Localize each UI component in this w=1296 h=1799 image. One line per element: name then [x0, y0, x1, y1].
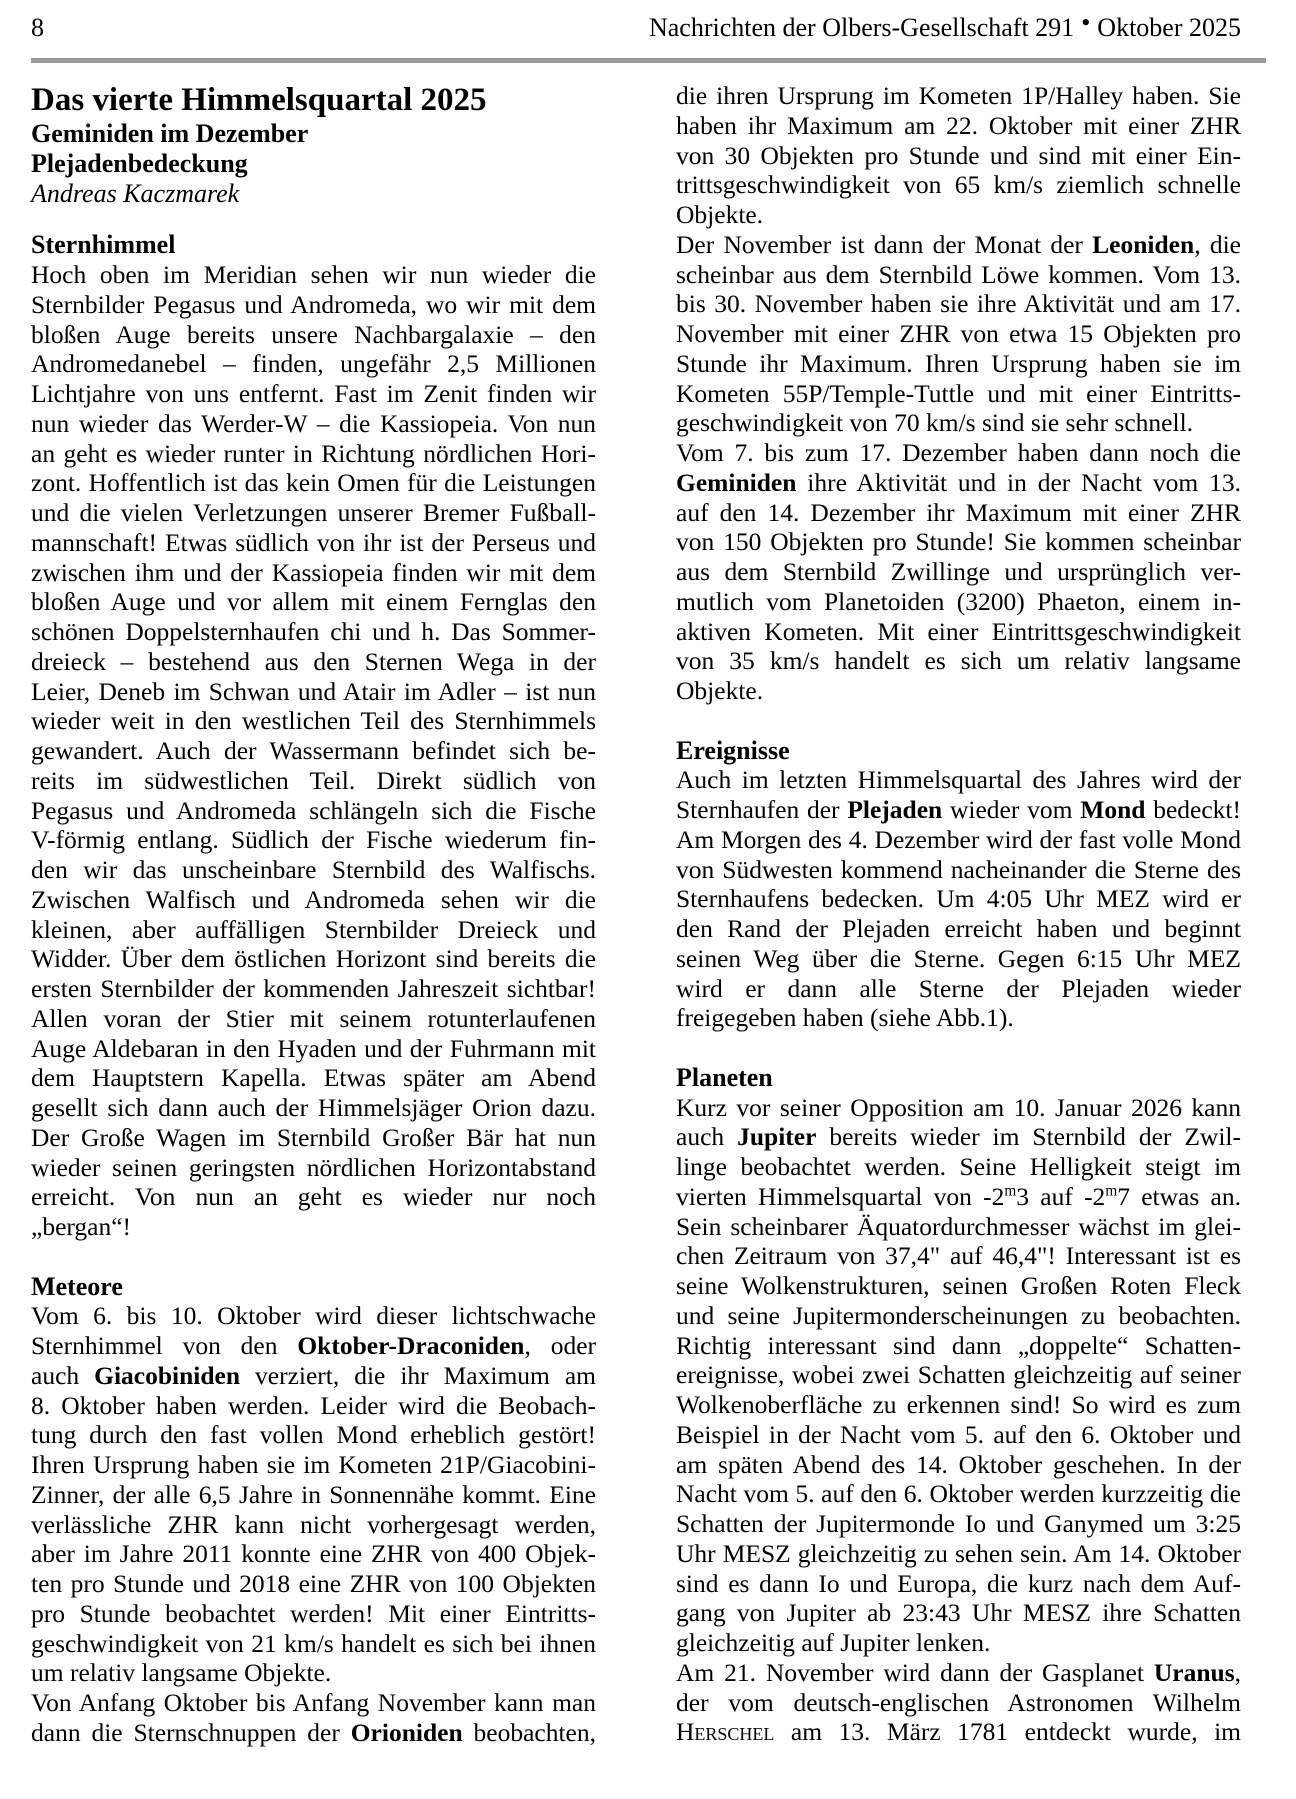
text-line: Sternbilder Pegasus und Andromeda, wo wir mit dem [31, 289, 596, 319]
text-line: pro Stunde beobachtet werden! Mit einer Eintritts- [31, 1598, 596, 1628]
paragraph [31, 1688, 596, 1748]
text-line: geschwindigkeit von 70 km/s sind sie sehr schnell. [676, 408, 1194, 438]
text-line: am späten Abend des 14. Oktober geschehen. In der [676, 1449, 1241, 1479]
right-column [676, 81, 1241, 1748]
text-line: und die vielen Verletzungen unserer Bremer Fußball- [31, 498, 596, 527]
paragraph-spacer [676, 1033, 1241, 1063]
text-line: freigegeben haben (siehe Abb.1). [676, 1003, 1014, 1033]
text-line: und seine Jupitermonderscheinungen zu beobachten. [676, 1300, 1241, 1330]
text-line: ersten Sternbilder der kommenden Jahreszeit sichtbar! [31, 974, 596, 1003]
paragraph [31, 260, 596, 1242]
text-line: Sein scheinbarer Äquatordurchmesser wächst im glei- [676, 1211, 1241, 1241]
text-line: V-förmig entlang. Südlich der Fische wiederum fin- [31, 825, 596, 855]
text-line: Schatten der Jupitermonde Io und Ganymed um 3:25 [676, 1509, 1241, 1538]
text-line: Andromedanebel – finden, ungefähr 2,5 Millionen [31, 349, 596, 379]
text-line: Kometen 55P/Temple-Tuttle und mit einer Eintritts- [676, 378, 1241, 408]
text-line: schönen Doppelsternhaufen chi und h. Das Sommer- [31, 617, 596, 646]
text-line: seinen Weg über die Sterne. Gegen 6:15 Uhr MEZ [676, 943, 1241, 973]
text-line: ten pro Stunde und 2018 eine ZHR von 100 Objekten [31, 1569, 596, 1598]
text-line: wieder weit in den westlichen Teil des Sternhimmels [31, 706, 596, 736]
paragraph-spacer [31, 1242, 596, 1272]
text-line: „bergan“! [31, 1212, 132, 1241]
text-line: Stunde ihr Maximum. Ihren Ursprung haben sie im [676, 348, 1241, 378]
text-line: Der November ist dann der Monat der Leoniden, die [676, 229, 1241, 259]
section-heading: Sternhimmel [31, 230, 176, 260]
article-subtitle: Plejadenbedeckung [31, 148, 248, 178]
text-line: Hoch oben im Meridian sehen wir nun wieder die [31, 260, 596, 289]
text-line: dreieck – bestehend aus den Sternen Wega in der [31, 646, 596, 676]
text-line: aktiven Kometen. Mit einer Eintrittsgeschwindigkeit [676, 616, 1241, 646]
paragraph-spacer [31, 208, 596, 230]
text-line: zont. Hoffentlich ist das kein Omen für die Leistungen [31, 468, 596, 498]
text-line: trittsgeschwindigkeit von 65 km/s ziemlich schnelle [676, 170, 1241, 200]
article-subtitle: Geminiden im Dezember [31, 119, 309, 148]
text-line: auch Jupiter bereits wieder im Sternbild der Zwil- [676, 1122, 1241, 1152]
paragraph [676, 1658, 1241, 1747]
text-line: geschwindigkeit von 21 km/s handelt es sich bei ihnen [31, 1628, 596, 1658]
text-line: Zwischen Walfisch und Andromeda sehen wir die [31, 884, 596, 914]
text-line: Wolkenoberfläche zu erkennen sind! So wird es zum [676, 1390, 1241, 1419]
text-line: gewandert. Auch der Wassermann befindet sich be- [31, 736, 596, 765]
text-line: Objekte. [676, 200, 764, 229]
text-line: Zinner, der alle 6,5 Jahre in Sonnennähe kommt. Eine [31, 1479, 596, 1509]
text-line: von 35 km/s handelt es sich um relativ langsame [676, 646, 1241, 676]
text-line: Uhr MESZ gleichzeitig zu sehen sein. Am 14. Oktober [676, 1538, 1241, 1568]
text-line: Sternhimmel von den Oktober-Draconiden, oder [31, 1331, 596, 1360]
text-line: von Südwesten kommend nacheinander die Sterne des [676, 854, 1241, 884]
text-line: aber im Jahre 2011 konnte eine ZHR von 400 Objek- [31, 1539, 596, 1569]
paragraph [31, 1301, 596, 1688]
text-line: verlässliche ZHR kann nicht vorhergesagt werden, [31, 1509, 596, 1539]
bullet-separator-icon: • [1081, 8, 1091, 37]
text-line: bis 30. November haben sie ihre Aktivität und am 17. [676, 289, 1241, 319]
text-line: vierten Himmelsquartal von -2$^m$3 auf -2$^m$7 etwas an. [676, 1181, 1241, 1211]
text-line: mutlich vom Planetoiden (3200) Phaeton, einem in- [676, 586, 1241, 616]
author-byline: Andreas Kaczmarek [31, 178, 240, 208]
text-line: linge beobachtet werden. Seine Helligkeit steigt im [676, 1152, 1241, 1181]
text-line: Nacht vom 5. auf den 6. Oktober werden kurzzeitig die [676, 1479, 1241, 1509]
text-line: bloßen Auge und vor allem mit einem Fernglas den [31, 587, 596, 617]
journal-title: Nachrichten der Olbers-Gesellschaft 291 [648, 13, 1075, 42]
article-body [31, 81, 1241, 1748]
text-line: haben ihr Maximum am 22. Oktober mit einer ZHR [676, 110, 1241, 140]
text-line: den wir das unscheinbare Sternbild des Walfischs. [31, 855, 596, 884]
text-line: Allen voran der Stier mit seinem rotunterlaufenen [31, 1003, 596, 1033]
text-line: Geminiden ihre Aktivität und in der Nacht vom 13. [676, 467, 1241, 497]
text-line: dann die Sternschnuppen der Orioniden beobachten, [31, 1717, 596, 1747]
header-rule [31, 58, 1266, 63]
text-line: wird er dann alle Sterne der Plejaden wieder [676, 973, 1241, 1003]
text-line: Sternhaufen der Plejaden wieder vom Mond bedeckt! [676, 795, 1241, 824]
paragraph [676, 1093, 1241, 1658]
text-line: gang von Jupiter ab 23:43 Uhr MESZ ihre Schatten [676, 1598, 1241, 1628]
text-line: von 30 Objekten pro Stunde und sind mit einer Ein- [676, 140, 1241, 170]
text-line: auf den 14. Dezember ihr Maximum mit einer ZHR [676, 497, 1241, 527]
text-line: ereignisse, wobei zwei Schatten gleichzeitig auf seiner [676, 1360, 1241, 1390]
text-line: dem Hauptstern Kapella. Etwas später am Abend [31, 1063, 596, 1093]
text-line: kleinen, aber auffälligen Sternbilder Dreieck und [31, 914, 596, 944]
paragraph [676, 81, 1241, 230]
issue-date: Oktober 2025 [1097, 13, 1241, 42]
page-number: 8 [31, 13, 44, 42]
text-line: Pegasus und Andromeda schlängeln sich die Fische [31, 795, 596, 825]
text-line: Objekte. [676, 676, 764, 705]
text-line: zwischen ihm und der Kassiopeia finden wir mit dem [31, 557, 596, 587]
article-title: Das vierte Himmelsquartal 2025 [31, 82, 487, 118]
paragraph [676, 765, 1241, 1033]
paragraph [676, 230, 1241, 438]
text-line: gesellt sich dann auch der Himmelsjäger Orion dazu. [31, 1093, 596, 1122]
text-line: Leier, Deneb im Schwan und Atair im Adler – ist nun [31, 676, 596, 706]
text-line: auch Giacobiniden verziert, die ihr Maximum am [31, 1360, 596, 1390]
text-line: erreicht. Von nun an geht es wieder nur noch [31, 1182, 596, 1212]
page-header [31, 8, 1241, 43]
text-line: Herschel am 13. März 1781 entdeckt wurde, im [676, 1717, 1241, 1747]
journal-reference [648, 8, 1241, 43]
section-heading: Meteore [31, 1271, 123, 1301]
text-line: Der Große Wagen im Sternbild Großer Bär hat nun [31, 1122, 596, 1152]
text-line: wieder seinen geringsten nördlichen Horizontabstand [31, 1152, 596, 1182]
text-line: sind es dann Io und Europa, die kurz nach dem Auf- [676, 1568, 1241, 1598]
text-line: Ihren Ursprung haben sie im Kometen 21P/Giacobini- [31, 1450, 596, 1479]
text-line: Von Anfang Oktober bis Anfang November kann man [31, 1688, 596, 1717]
text-line: Beispiel in der Nacht vom 5. auf den 6. Oktober und [676, 1419, 1241, 1449]
left-column [31, 81, 596, 1748]
text-line: der vom deutsch-englischen Astronomen Wilhelm [676, 1687, 1241, 1717]
text-line: Sternhaufens bedecken. Um 4:05 Uhr MEZ wird er [676, 884, 1241, 914]
text-line: nun wieder das Werder-W – die Kassiopeia. Von nun [31, 408, 596, 438]
section-heading: Ereignisse [676, 735, 790, 765]
text-line: November mit einer ZHR von etwa 15 Objekten pro [676, 319, 1241, 348]
text-line: seine Wolkenstrukturen, seinen Großen Roten Fleck [676, 1271, 1241, 1300]
text-line: Auge Aldebaran in den Hyaden und der Fuhrmann mit [31, 1033, 596, 1063]
text-line: Auch im letzten Himmelsquartal des Jahres wird der [676, 765, 1241, 795]
text-line: bloßen Auge bereits unsere Nachbargalaxie – den [31, 319, 596, 349]
text-line: scheinbar aus dem Sternbild Löwe kommen. Vom 13. [676, 259, 1241, 289]
text-line: tung durch den fast vollen Mond erheblich gestört! [31, 1420, 596, 1450]
text-line: Widder. Über dem östlichen Horizont sind bereits die [31, 944, 596, 974]
text-line: chen Zeitraum von 37,4" auf 46,4"! Interessant ist es [676, 1241, 1241, 1271]
text-line: den Rand der Plejaden erreicht haben und beginnt [676, 914, 1241, 943]
text-line: Am 21. November wird dann der Gasplanet Uranus, [676, 1657, 1241, 1687]
section-heading: Planeten [676, 1062, 773, 1092]
text-line: Am Morgen des 4. Dezember wird der fast volle Mond [676, 824, 1241, 854]
text-line: mannschaft! Etwas südlich von ihr ist der Perseus und [31, 527, 596, 557]
paragraph-spacer [676, 706, 1241, 736]
text-line: gleichzeitig auf Jupiter lenken. [676, 1628, 991, 1657]
text-line: 8. Oktober haben werden. Leider wird die Beobach- [31, 1390, 596, 1420]
paragraph [676, 438, 1241, 706]
text-line: Richtig interessant sind dann „doppelte“ Schatten- [676, 1330, 1241, 1360]
text-line: Vom 6. bis 10. Oktober wird dieser lichtschwache [31, 1301, 596, 1331]
text-line: aus dem Sternbild Zwillinge und ursprünglich ver- [676, 557, 1241, 586]
text-line: reits im südwestlichen Teil. Direkt südlich von [31, 765, 596, 795]
text-line: Vom 7. bis zum 17. Dezember haben dann noch die [676, 438, 1241, 467]
text-line: um relativ langsame Objekte. [31, 1658, 332, 1688]
text-line: Kurz vor seiner Opposition am 10. Januar 2026 kann [676, 1092, 1241, 1122]
text-line: an geht es wieder runter in Richtung nördlichen Hori- [31, 438, 596, 468]
text-line: von 150 Objekten pro Stunde! Sie kommen scheinbar [676, 527, 1241, 557]
text-line: die ihren Ursprung im Kometen 1P/Halley haben. Sie [676, 81, 1241, 110]
text-line: Lichtjahre von uns entfernt. Fast im Zenit finden wir [31, 379, 596, 408]
